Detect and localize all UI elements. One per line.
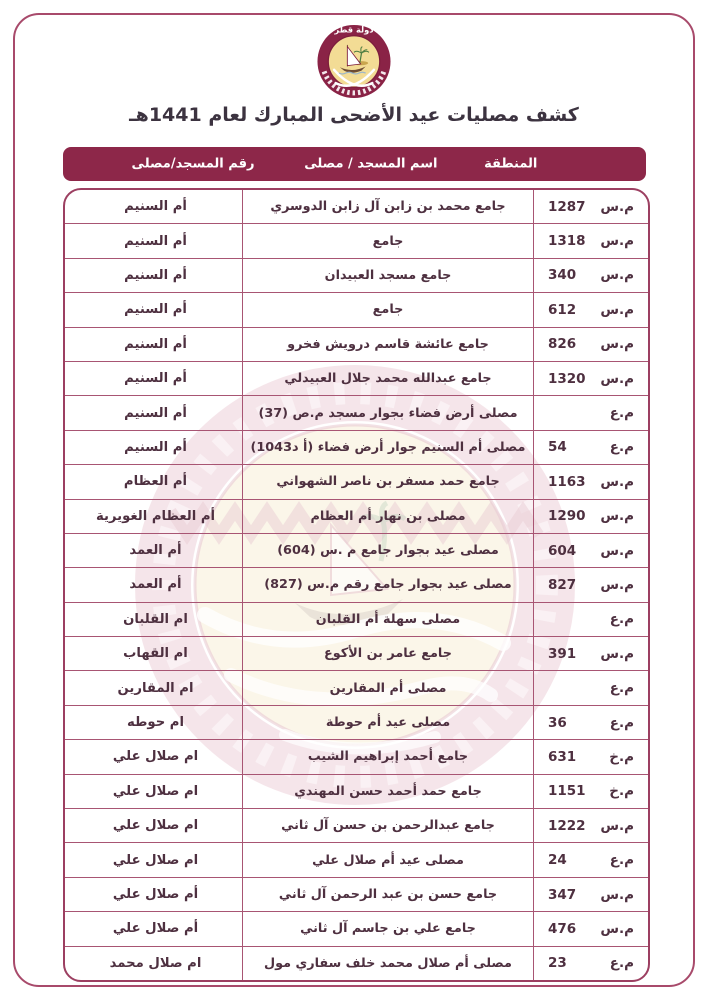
mosque-number-cell [534,500,648,533]
mosque-type-code: م.س [600,886,634,903]
table-row [65,774,648,808]
mosque-name-cell: مصلى أم السنيم جوار أرض فضاء (أ د1043) [242,431,534,464]
mosque-number-cell [534,362,648,395]
table-row [65,223,648,257]
region-cell: أم السنيم [124,371,187,387]
mosque-type-code: م.س [600,336,634,353]
mosque-type-code: م.ع [609,405,634,422]
mosque-number-cell [534,465,648,498]
mosque-number-cell [534,328,648,361]
region-cell: أم العظام [123,474,188,490]
table-row [65,567,648,601]
region-cell: أم السنيم [124,199,187,215]
mosque-number: 23 [548,955,567,972]
mosque-number-cell [534,706,648,739]
mosque-number-cell [534,534,648,567]
region-cell: ام صلال علي [112,749,199,765]
mosque-type-code: م.س [600,576,634,593]
mosque-type-code: م.س [600,473,634,490]
mosque-number: 340 [548,267,577,284]
mosque-number: 604 [548,542,577,559]
mosque-type-code: م.س [600,267,634,284]
table-row [65,190,648,223]
mosque-number-cell [534,259,648,292]
mosque-name-cell: مصلى بن نهار أم العظام [242,500,534,533]
mosque-type-code: م.س [600,370,634,387]
table-row [65,464,648,498]
table-row [65,258,648,292]
mosque-number-cell [534,431,648,464]
mosque-name-cell: مصلى أم المقارين [242,671,534,704]
mosque-type-code: م.س [600,542,634,559]
mosque-name-cell: جامع عامر بن الأكوع [242,637,534,670]
mosque-name-cell: جامع حسن بن عبد الرحمن آل ثاني [242,878,534,911]
region-cell: ام صلال علي [112,783,199,799]
table-header-bar [63,147,646,181]
mosque-number-cell [534,809,648,842]
region-cell: أم العمد [129,577,182,593]
mosque-number-cell [534,224,648,257]
mosque-name-cell: جامع محمد بن زابن آل زابن الدوسري [242,190,534,223]
mosque-type-code: م.س [600,920,634,937]
mosque-name-cell: جامع حمد مسفر بن ناصر الشهواني [242,465,534,498]
region-cell: ام القلبان [123,611,188,627]
table-row [65,877,648,911]
mosque-name-cell: جامع علي بن جاسم آل ثاني [242,912,534,945]
mosque-number: 1151 [548,783,586,800]
region-cell: أم السنيم [124,233,187,249]
mosque-number: 391 [548,645,577,662]
mosque-number: 1320 [548,370,586,387]
mosque-number: 1222 [548,817,586,834]
table-row [65,705,648,739]
mosque-type-code: م.س [600,817,634,834]
table-row [65,533,648,567]
table-row [65,911,648,945]
mosque-number-cell [534,912,648,945]
table-body [63,188,650,982]
mosque-number: 1163 [548,473,586,490]
mosque-number: 476 [548,920,577,937]
mosque-number-cell [534,293,648,326]
region-cell: ام حوطه [127,715,184,731]
mosque-number: 36 [548,714,567,731]
mosque-name-cell: جامع أحمد إبراهيم الشيب [242,740,534,773]
region-cell: أم صلال علي [112,887,199,902]
region-cell: ام المقارين [117,680,194,696]
mosque-name-cell: جامع عبدالرحمن بن حسن آل ثاني [242,809,534,842]
table-row [65,602,648,636]
mosque-type-code: م.س [600,508,634,525]
mosque-number-cell [534,671,648,704]
mosque-type-code: م.خ [609,783,634,800]
table-row [65,327,648,361]
table-row [65,636,648,670]
table-row [65,361,648,395]
mosque-name-cell: جامع مسجد العبيدان [242,259,534,292]
mosque-number-cell [534,843,648,876]
mosque-number: 24 [548,852,567,869]
mosque-number: 826 [548,336,577,353]
mosque-name-cell: جامع عبدالله محمد جلال العبيدلي [242,362,534,395]
mosque-number-cell [534,775,648,808]
qatar-emblem-logo [312,15,396,103]
mosque-name-cell: مصلى عيد أم صلال علي [242,843,534,876]
emblem-top-text: دولة قطر [334,24,374,35]
mosque-number: 1287 [548,198,586,215]
table-row [65,292,648,326]
table-row [65,808,648,842]
table-row [65,499,648,533]
table-row [65,946,648,980]
mosque-name-cell: مصلى أرض فضاء بجوار مسجد م.ص (37) [242,396,534,429]
mosque-name-cell: جامع عائشة قاسم درويش فخرو [242,328,534,361]
mosque-number: 347 [548,886,577,903]
mosque-name-cell: جامع حمد أحمد حسن المهندي [242,775,534,808]
mosque-number-cell [534,947,648,980]
region-cell: أم السنيم [124,439,187,455]
mosque-number: 827 [548,576,577,593]
mosque-number-cell [534,878,648,911]
region-cell: ام القهاب [123,646,188,662]
region-cell: أم السنيم [124,336,187,352]
header-mosque-name: اسم المسجد / مصلى [304,156,438,172]
table-row [65,430,648,464]
mosque-name-cell: مصلى عيد بجوار جامع رقم م.س (827) [242,568,534,601]
region-cell: ام صلال علي [112,818,199,834]
mosque-number-cell [534,396,648,429]
mosque-type-code: م.س [600,198,634,215]
mosque-type-code: م.ع [609,852,634,869]
header-region: المنطقة [484,156,538,172]
mosque-number: 612 [548,301,577,318]
mosque-name-cell: جامع [242,224,534,257]
mosque-number-cell [534,637,648,670]
mosque-number-cell [534,603,648,636]
mosque-number: 54 [548,439,567,456]
mosque-name-cell: جامع [242,293,534,326]
mosque-type-code: م.ع [609,955,634,972]
mosque-type-code: م.ع [609,439,634,456]
table-row [65,670,648,704]
table-row [65,842,648,876]
mosque-type-code: م.س [600,645,634,662]
mosque-type-code: م.ع [609,611,634,628]
mosque-name-cell: مصلى أم صلال محمد خلف سفاري مول [242,947,534,980]
region-cell: أم السنيم [124,267,187,283]
region-cell: أم العظام الغويرية [95,508,216,524]
table-row [65,739,648,773]
header-mosque-number: رقم المسجد/مصلى [131,156,255,172]
mosque-type-code: م.خ [609,748,634,765]
mosque-name-cell: مصلى سهلة أم القلبان [242,603,534,636]
table-row [65,395,648,429]
mosque-type-code: م.ع [609,680,634,697]
mosque-number-cell [534,740,648,773]
page-title: كشف مصليات عيد الأضحى المبارك لعام 1441هـ [129,104,579,126]
mosque-number: 631 [548,748,577,765]
region-cell: ام صلال محمد [109,955,202,971]
region-cell: أم السنيم [124,405,187,421]
region-cell: أم العمد [129,543,182,559]
region-cell: أم السنيم [124,302,187,318]
mosque-type-code: م.س [600,301,634,318]
mosque-number: 1318 [548,233,586,250]
region-cell: ام صلال علي [112,852,199,868]
mosque-type-code: م.س [600,233,634,250]
mosque-type-code: م.ع [609,714,634,731]
mosque-number-cell [534,190,648,223]
mosque-name-cell: مصلى عيد أم حوطة [242,706,534,739]
mosque-number: 1290 [548,508,586,525]
mosque-number-cell [534,568,648,601]
mosque-name-cell: مصلى عيد بجوار جامع م .س (604) [242,534,534,567]
region-cell: أم صلال علي [112,921,199,937]
